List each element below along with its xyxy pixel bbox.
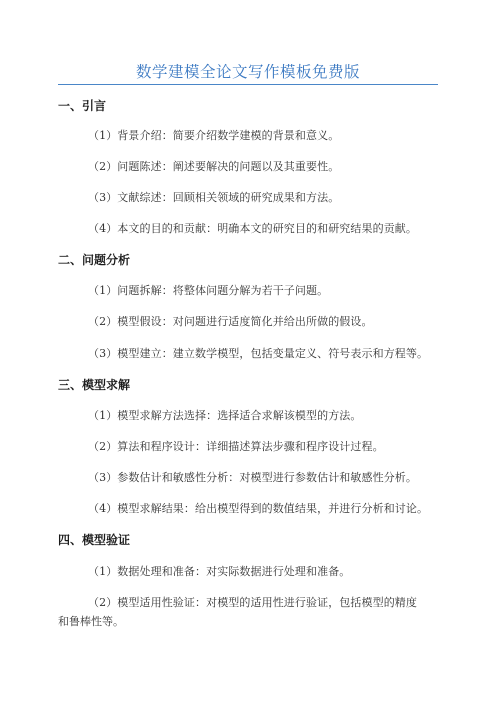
- list-item: （2）算法和程序设计：详细描述算法步骤和程序设计过程。: [88, 440, 384, 453]
- list-item: （1）数据处理和准备：对实际数据进行处理和准备。: [88, 565, 351, 578]
- list-item: （1）模型求解方法选择：选择适合求解该模型的方法。: [88, 409, 362, 422]
- list-item: （1）背景介绍：简要介绍数学建模的背景和意义。: [88, 129, 340, 142]
- list-item: （3）参数估计和敏感性分析：对模型进行参数估计和敏感性分析。: [88, 471, 417, 484]
- list-item: （3）文献综述：回顾相关领域的研究成果和方法。: [88, 191, 340, 204]
- section-heading-introduction: 一、引言: [58, 99, 107, 113]
- list-item: （4）模型求解结果：给出模型得到的数值结果，并进行分析和讨论。: [88, 502, 429, 515]
- title-underline: [58, 84, 438, 85]
- list-item: （1）问题拆解：将整体问题分解为若干子问题。: [88, 284, 329, 297]
- list-item: （4）本文的目的和贡献：明确本文的研究目的和研究结果的贡献。: [88, 222, 417, 235]
- list-item: （2）模型适用性验证：对模型的适用性进行验证，包括模型的精度: [88, 596, 417, 609]
- section-heading-model-validation: 四、模型验证: [58, 533, 131, 547]
- section-heading-problem-analysis: 二、问题分析: [58, 253, 131, 267]
- section-heading-model-solving: 三、模型求解: [58, 378, 131, 392]
- list-item: （2）问题陈述：阐述要解决的问题以及其重要性。: [88, 160, 340, 173]
- list-item: （3）模型建立：建立数学模型，包括变量定义、符号表示和方程等。: [88, 347, 429, 360]
- document-title: 数学建模全论文写作模板免费版: [135, 63, 360, 81]
- list-item-continuation: 和鲁棒性等。: [58, 615, 124, 628]
- list-item: （2）模型假设：对问题进行适度简化并给出所做的假设。: [88, 315, 373, 328]
